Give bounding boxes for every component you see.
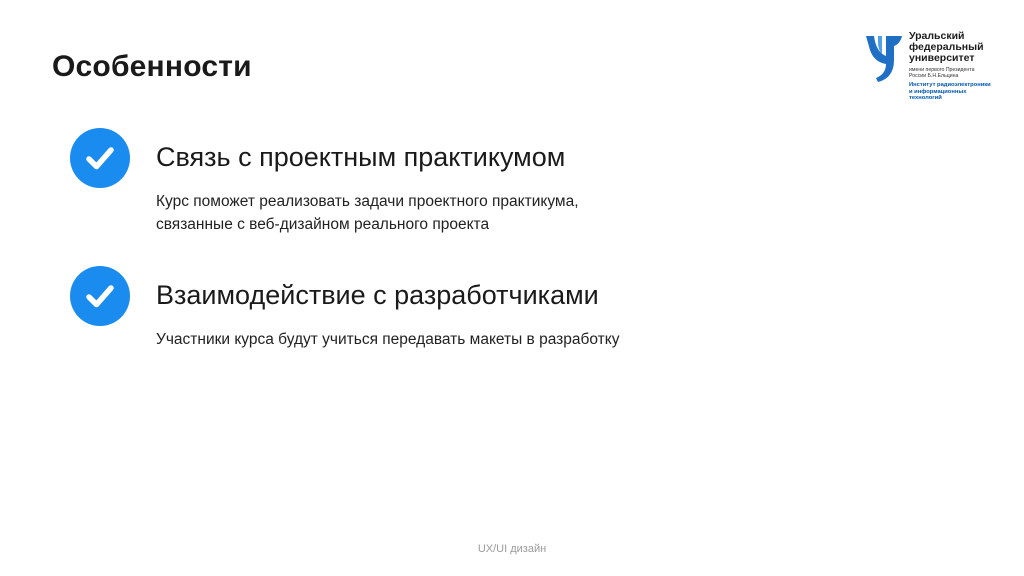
feature-heading: Взаимодействие с разработчиками	[156, 280, 599, 310]
check-circle-icon	[70, 128, 130, 188]
check-circle-icon	[70, 266, 130, 326]
feature-description: Курс поможет реализовать задачи проектного практикума, связанные с веб-дизайном реального проекта	[156, 193, 579, 233]
feature-description: Участники курса будут учиться передавать макеты в разработку	[156, 331, 620, 348]
logo-university-name: Уральский федеральный университет	[909, 30, 984, 64]
slide-title: Особенности	[52, 50, 252, 83]
urfu-logo-mark-icon	[864, 34, 904, 86]
feature-heading: Связь с проектным практикумом	[156, 142, 566, 172]
university-logo	[864, 30, 1014, 120]
logo-subtitle: имени первого Президента России Б.Н.Ельцина	[909, 67, 975, 79]
logo-institute: Институт радиоэлектроники и информационных технологий	[909, 82, 991, 101]
slide-footer: UX/UI дизайн	[477, 543, 547, 555]
